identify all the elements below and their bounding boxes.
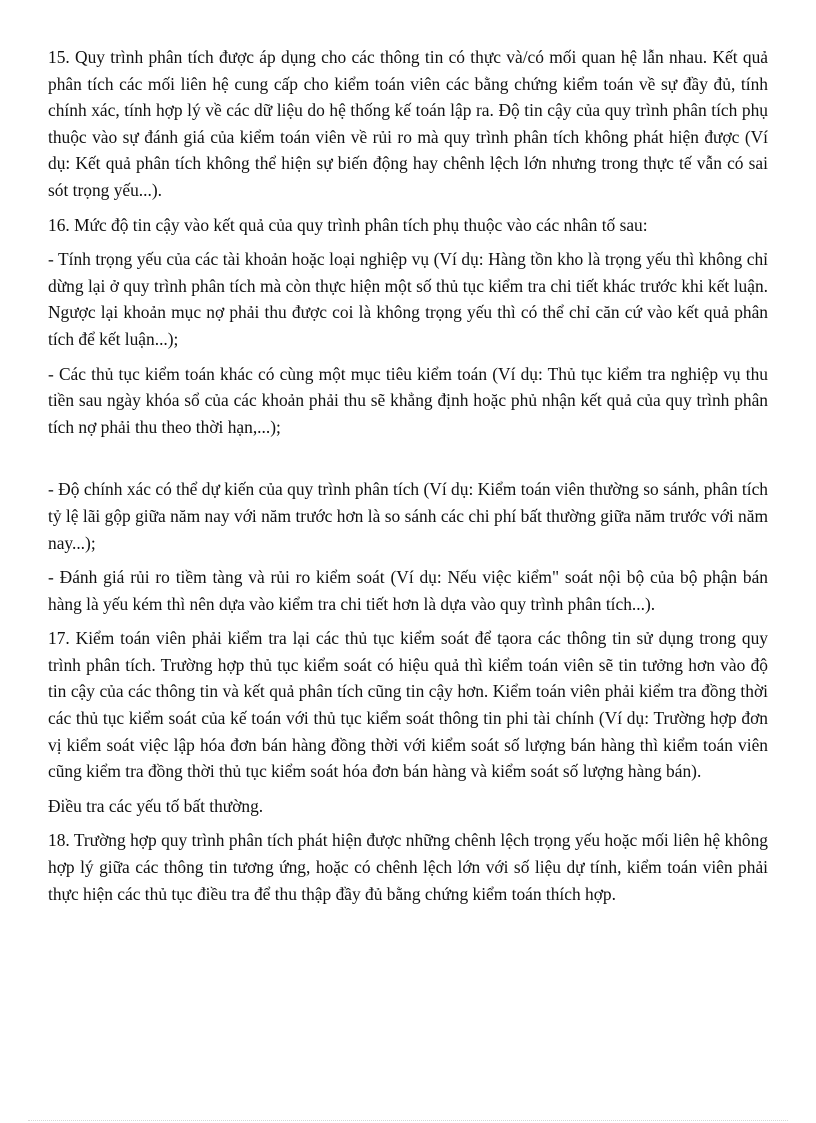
bullet-risk-assessment: - Đánh giá rủi ro tiềm tàng và rủi ro kiểm soát (Ví dụ: Nếu việc kiểm" soát nội bộ của bộ phận bán hàng là yếu kém thì nên dựa vào kiểm tra chi tiết hơn là dựa vào quy trình phân tích...). <box>48 567 768 614</box>
document-page <box>48 44 768 915</box>
bullet-precision: - Độ chính xác có thể dự kiến của quy trình phân tích (Ví dụ: Kiểm toán viên thường so sánh, phân tích tỷ lệ lãi gộp giữa năm nay với năm trước hơn là so sánh các chi phí bất thường giữa năm trước với năm nay...); <box>48 479 768 553</box>
paragraph-15: 15. Quy trình phân tích được áp dụng cho các thông tin có thực và/có mối quan hệ lẫn nhau. Kết quả phân tích các mối liên hệ cung cấp cho kiểm toán viên các bằng chứng kiểm toán về sự đầy đủ, tính chính xác, tính hợp lý về các dữ liệu do hệ thống kế toán lập ra. Độ tin cậy của quy trình phân tích phụ thuộc vào sự đánh giá của kiểm toán viên về rủi ro mà quy trình phân tích không phát hiện được (Ví dụ: Kết quả phân tích không thể hiện sự biến động hay chênh lệch lớn nhưng trong thực tế vẫn có sai sót trọng yếu...). <box>48 47 768 200</box>
section-heading-investigation: Điều tra các yếu tố bất thường. <box>48 795 264 816</box>
paragraph-18: 18. Trường hợp quy trình phân tích phát hiện được những chênh lệch trọng yếu hoặc mối liên hệ không hợp lý giữa các thông tin tương ứng, hoặc có chênh lệch lớn với số liệu dự tính, kiểm toán viên phải thực hiện các thủ tục điều tra để thu thập đầy đủ bằng chứng kiểm toán thích hợp. <box>48 830 768 904</box>
page-bottom-divider <box>28 1120 788 1121</box>
bullet-materiality: - Tính trọng yếu của các tài khoản hoặc loại nghiệp vụ (Ví dụ: Hàng tồn kho là trọng yếu thì không chỉ dừng lại ở quy trình phân tích mà còn thực hiện một số thủ tục kiểm tra chi tiết khác trước khi kết luận. Ngược lại khoản mục nợ phải thu được coi là không trọng yếu thì có thể chỉ căn cứ vào kết quả phân tích để kết luận...); <box>48 249 768 349</box>
paragraph-16-intro: 16. Mức độ tin cậy vào kết quả của quy trình phân tích phụ thuộc vào các nhân tố sau: <box>48 214 648 235</box>
paragraph-17: 17. Kiểm toán viên phải kiểm tra lại các thủ tục kiểm soát để tạora các thông tin sử dụng trong quy trình phân tích. Trường hợp thủ tục kiểm soát có hiệu quả thì kiểm toán viên sẽ tin tưởng hơn vào độ tin cậy của các thông tin và kết quả phân tích cũng tin cậy hơn. Kiểm toán viên phải kiểm tra đồng thời các thủ tục kiểm soát của kế toán với thủ tục kiểm soát thông tin phi tài chính (Ví dụ: Trường hợp đơn vị kiểm soát việc lập hóa đơn bán hàng đồng thời với kiểm soát số lượng bán hàng thì kiểm toán viên cũng kiểm tra đồng thời thủ tục kiểm soát hóa đơn bán hàng và kiểm soát số lượng hàng bán). <box>48 628 768 782</box>
bullet-other-procedures: - Các thủ tục kiểm toán khác có cùng một mục tiêu kiểm toán (Ví dụ: Thủ tục kiểm tra nghiệp vụ thu tiền sau ngày khóa sổ của các khoản phải thu sẽ khẳng định hoặc phủ nhận kết quả của quy trình phân tích nợ phải thu theo thời hạn,...); <box>48 363 768 437</box>
